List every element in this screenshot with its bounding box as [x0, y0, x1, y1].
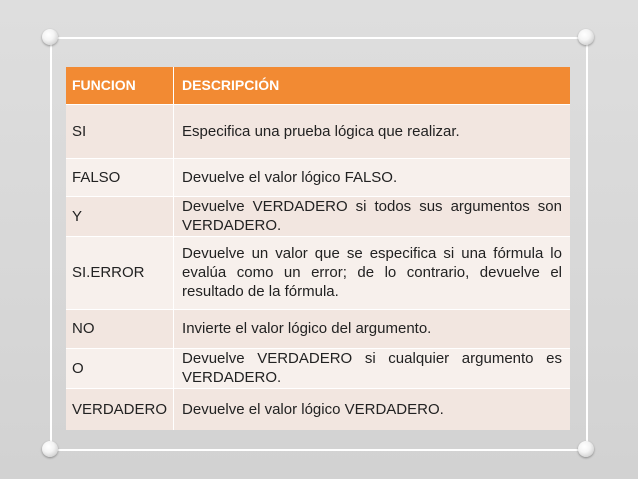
table-row	[66, 388, 570, 430]
function-cell: VERDADERO	[66, 388, 174, 430]
function-cell: Y	[66, 196, 174, 236]
corner-dot-top-left	[42, 29, 58, 45]
corner-dot-bottom-right	[578, 441, 594, 457]
function-cell: FALSO	[66, 158, 174, 196]
table-row	[66, 196, 570, 236]
description-cell: Devuelve el valor lógico FALSO.	[182, 168, 398, 186]
function-cell: SI	[66, 104, 174, 158]
function-cell: NO	[66, 309, 174, 348]
frame-bottom-line	[50, 449, 588, 451]
header-function: FUNCION	[66, 67, 174, 104]
table-row	[66, 158, 570, 196]
description-cell: Especifica una prueba lógica que realizar.	[182, 122, 460, 140]
table-row	[66, 309, 570, 348]
frame-right-line	[586, 37, 588, 451]
table-row	[66, 236, 570, 309]
functions-table	[66, 67, 570, 430]
description-cell: Devuelve el valor lógico VERDADERO.	[182, 400, 444, 418]
header-description: DESCRIPCIÓN	[182, 76, 280, 93]
frame-top-line	[50, 37, 588, 39]
frame-left-line	[50, 37, 52, 451]
description-cell: Devuelve VERDADERO si todos sus argumentos son VERDADERO.	[182, 198, 562, 234]
table-row	[66, 348, 570, 388]
description-cell: Devuelve VERDADERO si cualquier argumento es VERDADERO.	[182, 350, 562, 386]
function-cell: O	[66, 348, 174, 388]
table-row	[66, 104, 570, 158]
corner-dot-top-right	[578, 29, 594, 45]
function-cell: SI.ERROR	[66, 236, 174, 309]
table-header-row	[66, 67, 570, 104]
corner-dot-bottom-left	[42, 441, 58, 457]
description-cell: Devuelve un valor que se especifica si una fórmula lo evalúa como un error; de lo contrario, devuelve el resultado de la fórmula.	[182, 245, 562, 300]
description-cell: Invierte el valor lógico del argumento.	[182, 320, 432, 337]
